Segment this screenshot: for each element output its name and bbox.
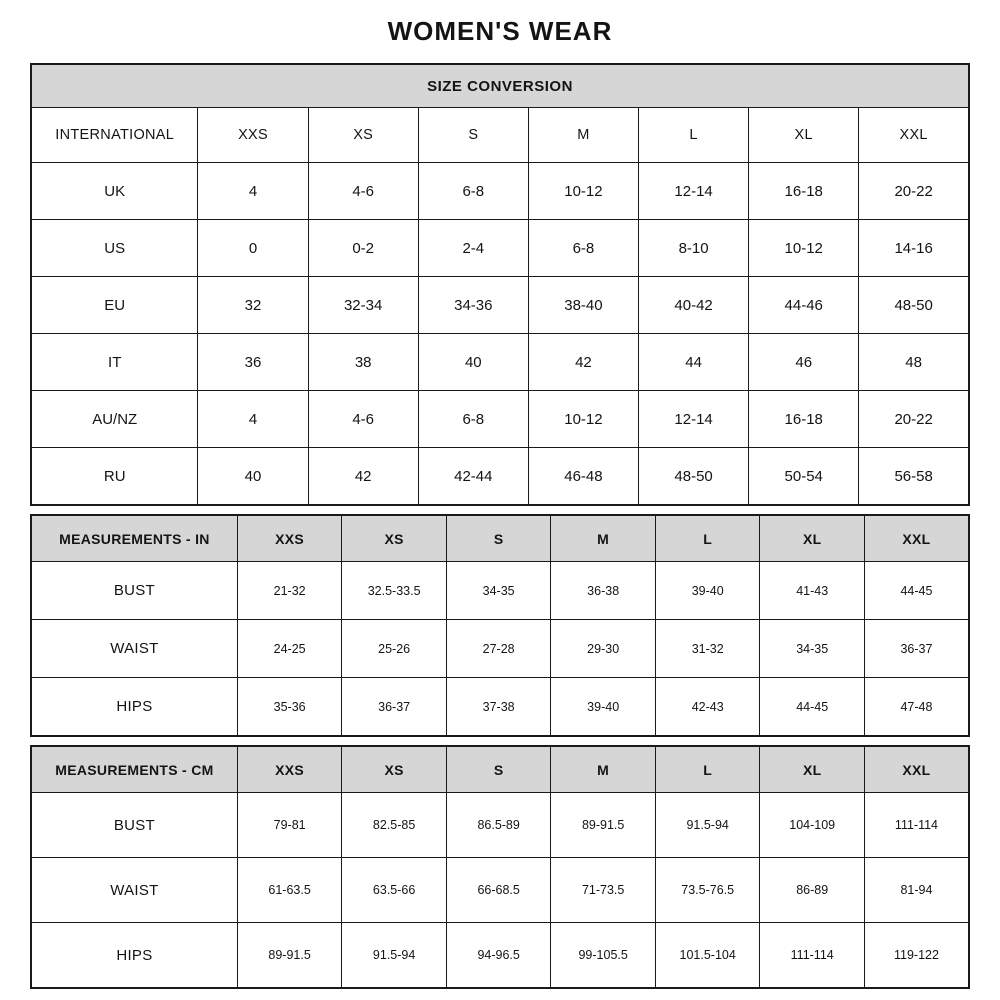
cell-value: 42 (308, 448, 418, 506)
header-size: XXS (237, 515, 342, 562)
cell-value: 4-6 (308, 163, 418, 220)
cell-value: 81-94 (864, 858, 969, 923)
cell-value: 61-63.5 (237, 858, 342, 923)
header-size: XXS (198, 108, 308, 163)
cell-value: 104-109 (760, 793, 865, 858)
cell-value: 38-40 (528, 277, 638, 334)
cell-value: 20-22 (859, 391, 969, 448)
cell-value: 39-40 (655, 562, 760, 620)
cell-value: 36 (198, 334, 308, 391)
cell-value: 36-37 (342, 678, 447, 737)
cell-value: 10-12 (528, 391, 638, 448)
cell-value: 86-89 (760, 858, 865, 923)
cell-value: 8-10 (639, 220, 749, 277)
cell-value: 79-81 (237, 793, 342, 858)
cell-value: 42-43 (655, 678, 760, 737)
table-header-row (31, 515, 969, 562)
header-size: XXL (864, 515, 969, 562)
header-size: XXL (859, 108, 969, 163)
row-label: IT (31, 334, 198, 391)
cell-value: 89-91.5 (237, 923, 342, 989)
header-label: MEASUREMENTS - CM (31, 746, 237, 793)
header-label: MEASUREMENTS - IN (31, 515, 237, 562)
cell-value: 40 (198, 448, 308, 506)
cell-value: 41-43 (760, 562, 865, 620)
table-row (31, 858, 969, 923)
cell-value: 47-48 (864, 678, 969, 737)
cell-value: 111-114 (864, 793, 969, 858)
table-header-row (31, 746, 969, 793)
cell-value: 36-37 (864, 620, 969, 678)
cell-value: 24-25 (237, 620, 342, 678)
page-title: WOMEN'S WEAR (387, 16, 613, 46)
row-label: HIPS (31, 678, 237, 737)
cell-value: 12-14 (639, 163, 749, 220)
cell-value: 63.5-66 (342, 858, 447, 923)
table-row (31, 562, 969, 620)
cell-value: 4-6 (308, 391, 418, 448)
cell-value: 16-18 (749, 391, 859, 448)
cell-value: 46-48 (528, 448, 638, 506)
header-size: XXS (237, 746, 342, 793)
cell-value: 20-22 (859, 163, 969, 220)
cell-value: 29-30 (551, 620, 656, 678)
cell-value: 32-34 (308, 277, 418, 334)
row-label: WAIST (31, 620, 237, 678)
cell-value: 101.5-104 (655, 923, 760, 989)
measurements-in-table (30, 514, 970, 737)
cell-value: 32.5-33.5 (342, 562, 447, 620)
header-size: L (655, 746, 760, 793)
cell-value: 21-32 (237, 562, 342, 620)
cell-value: 56-58 (859, 448, 969, 506)
table-row (31, 678, 969, 737)
cell-value: 4 (198, 391, 308, 448)
row-label: BUST (31, 562, 237, 620)
row-label: BUST (31, 793, 237, 858)
row-label: HIPS (31, 923, 237, 989)
cell-value: 91.5-94 (655, 793, 760, 858)
header-size: XL (760, 746, 865, 793)
cell-value: 48-50 (859, 277, 969, 334)
cell-value: 71-73.5 (551, 858, 656, 923)
cell-value: 89-91.5 (551, 793, 656, 858)
cell-value: 40-42 (639, 277, 749, 334)
cell-value: 4 (198, 163, 308, 220)
table-banner: SIZE CONVERSION (31, 64, 969, 108)
table-row (31, 620, 969, 678)
cell-value: 86.5-89 (446, 793, 551, 858)
cell-value: 34-36 (418, 277, 528, 334)
header-size: XS (308, 108, 418, 163)
header-size: XL (760, 515, 865, 562)
header-size: XS (342, 515, 447, 562)
cell-value: 66-68.5 (446, 858, 551, 923)
cell-value: 94-96.5 (446, 923, 551, 989)
cell-value: 10-12 (528, 163, 638, 220)
table-row (31, 220, 969, 277)
cell-value: 27-28 (446, 620, 551, 678)
header-size: XS (342, 746, 447, 793)
cell-value: 16-18 (749, 163, 859, 220)
cell-value: 6-8 (418, 163, 528, 220)
cell-value: 6-8 (528, 220, 638, 277)
cell-value: 99-105.5 (551, 923, 656, 989)
cell-value: 42-44 (418, 448, 528, 506)
cell-value: 46 (749, 334, 859, 391)
cell-value: 38 (308, 334, 418, 391)
header-size: M (528, 108, 638, 163)
table-header-row (31, 108, 969, 163)
cell-value: 6-8 (418, 391, 528, 448)
cell-value: 73.5-76.5 (655, 858, 760, 923)
table-row (31, 448, 969, 506)
cell-value: 48 (859, 334, 969, 391)
cell-value: 44-45 (760, 678, 865, 737)
header-label: INTERNATIONAL (31, 108, 198, 163)
header-size: L (655, 515, 760, 562)
header-size: M (551, 746, 656, 793)
cell-value: 119-122 (864, 923, 969, 989)
cell-value: 32 (198, 277, 308, 334)
cell-value: 34-35 (446, 562, 551, 620)
table-row (31, 391, 969, 448)
header-size: XXL (864, 746, 969, 793)
header-size: S (446, 746, 551, 793)
cell-value: 12-14 (639, 391, 749, 448)
cell-value: 14-16 (859, 220, 969, 277)
header-size: M (551, 515, 656, 562)
cell-value: 10-12 (749, 220, 859, 277)
header-size: XL (749, 108, 859, 163)
cell-value: 35-36 (237, 678, 342, 737)
cell-value: 31-32 (655, 620, 760, 678)
cell-value: 50-54 (749, 448, 859, 506)
cell-value: 39-40 (551, 678, 656, 737)
table-row (31, 277, 969, 334)
table-row (31, 793, 969, 858)
cell-value: 0 (198, 220, 308, 277)
cell-value: 44-46 (749, 277, 859, 334)
cell-value: 91.5-94 (342, 923, 447, 989)
cell-value: 25-26 (342, 620, 447, 678)
cell-value: 44 (639, 334, 749, 391)
row-label: UK (31, 163, 198, 220)
cell-value: 0-2 (308, 220, 418, 277)
cell-value: 44-45 (864, 562, 969, 620)
header-size: S (446, 515, 551, 562)
row-label: US (31, 220, 198, 277)
cell-value: 48-50 (639, 448, 749, 506)
row-label: RU (31, 448, 198, 506)
table-banner-row (31, 64, 969, 108)
table-row (31, 163, 969, 220)
measurements-cm-table (30, 745, 970, 989)
cell-value: 36-38 (551, 562, 656, 620)
row-label: WAIST (31, 858, 237, 923)
row-label: EU (31, 277, 198, 334)
cell-value: 2-4 (418, 220, 528, 277)
cell-value: 82.5-85 (342, 793, 447, 858)
size-conversion-table (30, 63, 970, 506)
cell-value: 37-38 (446, 678, 551, 737)
header-size: L (639, 108, 749, 163)
row-label: AU/NZ (31, 391, 198, 448)
cell-value: 40 (418, 334, 528, 391)
cell-value: 42 (528, 334, 638, 391)
header-size: S (418, 108, 528, 163)
table-row (31, 334, 969, 391)
cell-value: 34-35 (760, 620, 865, 678)
cell-value: 111-114 (760, 923, 865, 989)
table-row (31, 923, 969, 989)
